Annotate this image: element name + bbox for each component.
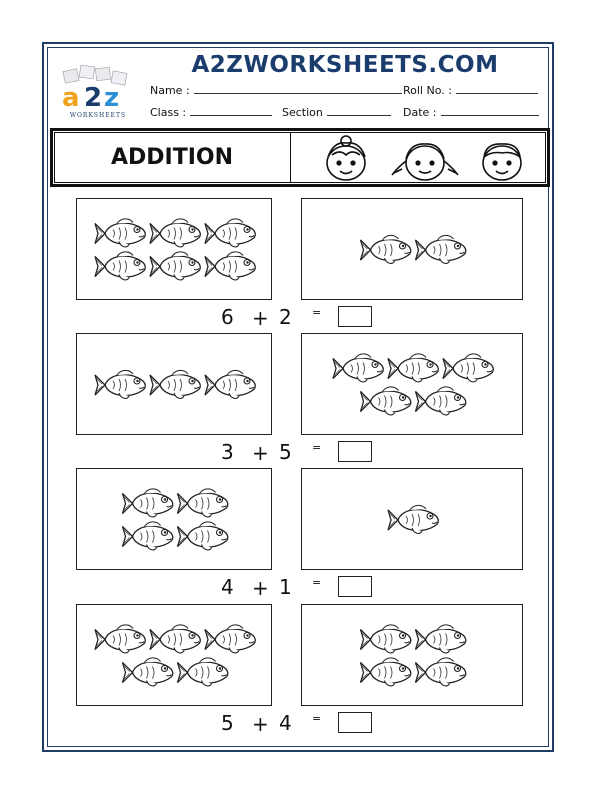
fish-group [302,334,524,436]
name-line[interactable] [194,84,402,94]
class-field [150,106,272,119]
svg-text:z: z [104,83,120,113]
addend-a: 3 [221,440,234,464]
fish-icon [361,625,411,653]
fish-icon [333,354,383,382]
fish-icon [416,387,466,415]
class-line[interactable] [190,106,272,116]
addend-b: 4 [279,711,292,735]
fish-icon [178,489,228,517]
banner-divider [290,132,291,183]
addend-a: 6 [221,305,234,329]
left-fish-box [76,468,272,570]
equals-sign: = [312,306,322,319]
answer-box[interactable] [338,306,372,327]
fish-icon [150,219,200,247]
left-fish-box [76,604,272,706]
equals-sign: = [312,576,322,589]
right-fish-box [301,333,523,435]
fish-icon [150,370,200,398]
kids-faces-illustration [320,135,530,183]
fish-icon [416,658,466,686]
answer-box[interactable] [338,441,372,462]
addend-a: 4 [221,575,234,599]
svg-text:a: a [62,83,80,113]
name-label: Name : [150,84,190,97]
fish-group [302,469,524,571]
fish-icon [95,625,145,653]
right-fish-box [301,468,523,570]
fish-icon [416,235,466,263]
fish-icon [443,354,493,382]
worksheet-title: ADDITION [110,145,234,170]
answer-box[interactable] [338,576,372,597]
right-fish-box [301,604,523,706]
fish-group [77,605,273,707]
addend-a: 5 [221,711,234,735]
fish-icon [205,370,255,398]
fish-icon [95,370,145,398]
answer-box[interactable] [338,712,372,733]
fish-icon [95,252,145,280]
site-title[interactable]: A2ZWORKSHEETS.COM [191,52,499,78]
fish-icon [150,625,200,653]
addend-b: 5 [279,440,292,464]
svg-text:WORKSHEETS: WORKSHEETS [69,112,127,119]
section-line[interactable] [327,106,391,116]
left-fish-box [76,333,272,435]
fish-icon [361,658,411,686]
addend-b: 1 [279,575,292,599]
name-field [150,84,402,97]
plus-sign: + [252,576,269,600]
fish-icon [361,235,411,263]
roll-label: Roll No. : [403,84,452,97]
fish-group [302,605,524,707]
date-line[interactable] [441,106,539,116]
left-fish-box [76,198,272,300]
equals-sign: = [312,712,322,725]
fish-icon [361,387,411,415]
fish-icon [150,252,200,280]
date-label: Date : [403,106,437,119]
a2z-logo [58,64,138,120]
fish-icon [205,219,255,247]
fish-group [77,469,273,571]
fish-icon [123,489,173,517]
plus-sign: + [252,441,269,465]
roll-line[interactable] [456,84,538,94]
fish-group [77,199,273,301]
date-field [403,106,539,119]
fish-icon [388,505,438,533]
fish-icon [123,522,173,550]
fish-icon [95,219,145,247]
fish-icon [416,625,466,653]
fish-group [302,199,524,301]
fish-icon [388,354,438,382]
roll-field [403,84,538,97]
right-fish-box [301,198,523,300]
fish-icon [205,625,255,653]
fish-icon [178,658,228,686]
equals-sign: = [312,441,322,454]
fish-icon [178,522,228,550]
addend-b: 2 [279,305,292,329]
fish-group [77,334,273,436]
class-label: Class : [150,106,187,119]
plus-sign: + [252,306,269,330]
section-field [282,106,391,119]
svg-text:2: 2 [84,83,103,113]
fish-icon [205,252,255,280]
section-label: Section [282,106,323,119]
plus-sign: + [252,712,269,736]
fish-icon [123,658,173,686]
